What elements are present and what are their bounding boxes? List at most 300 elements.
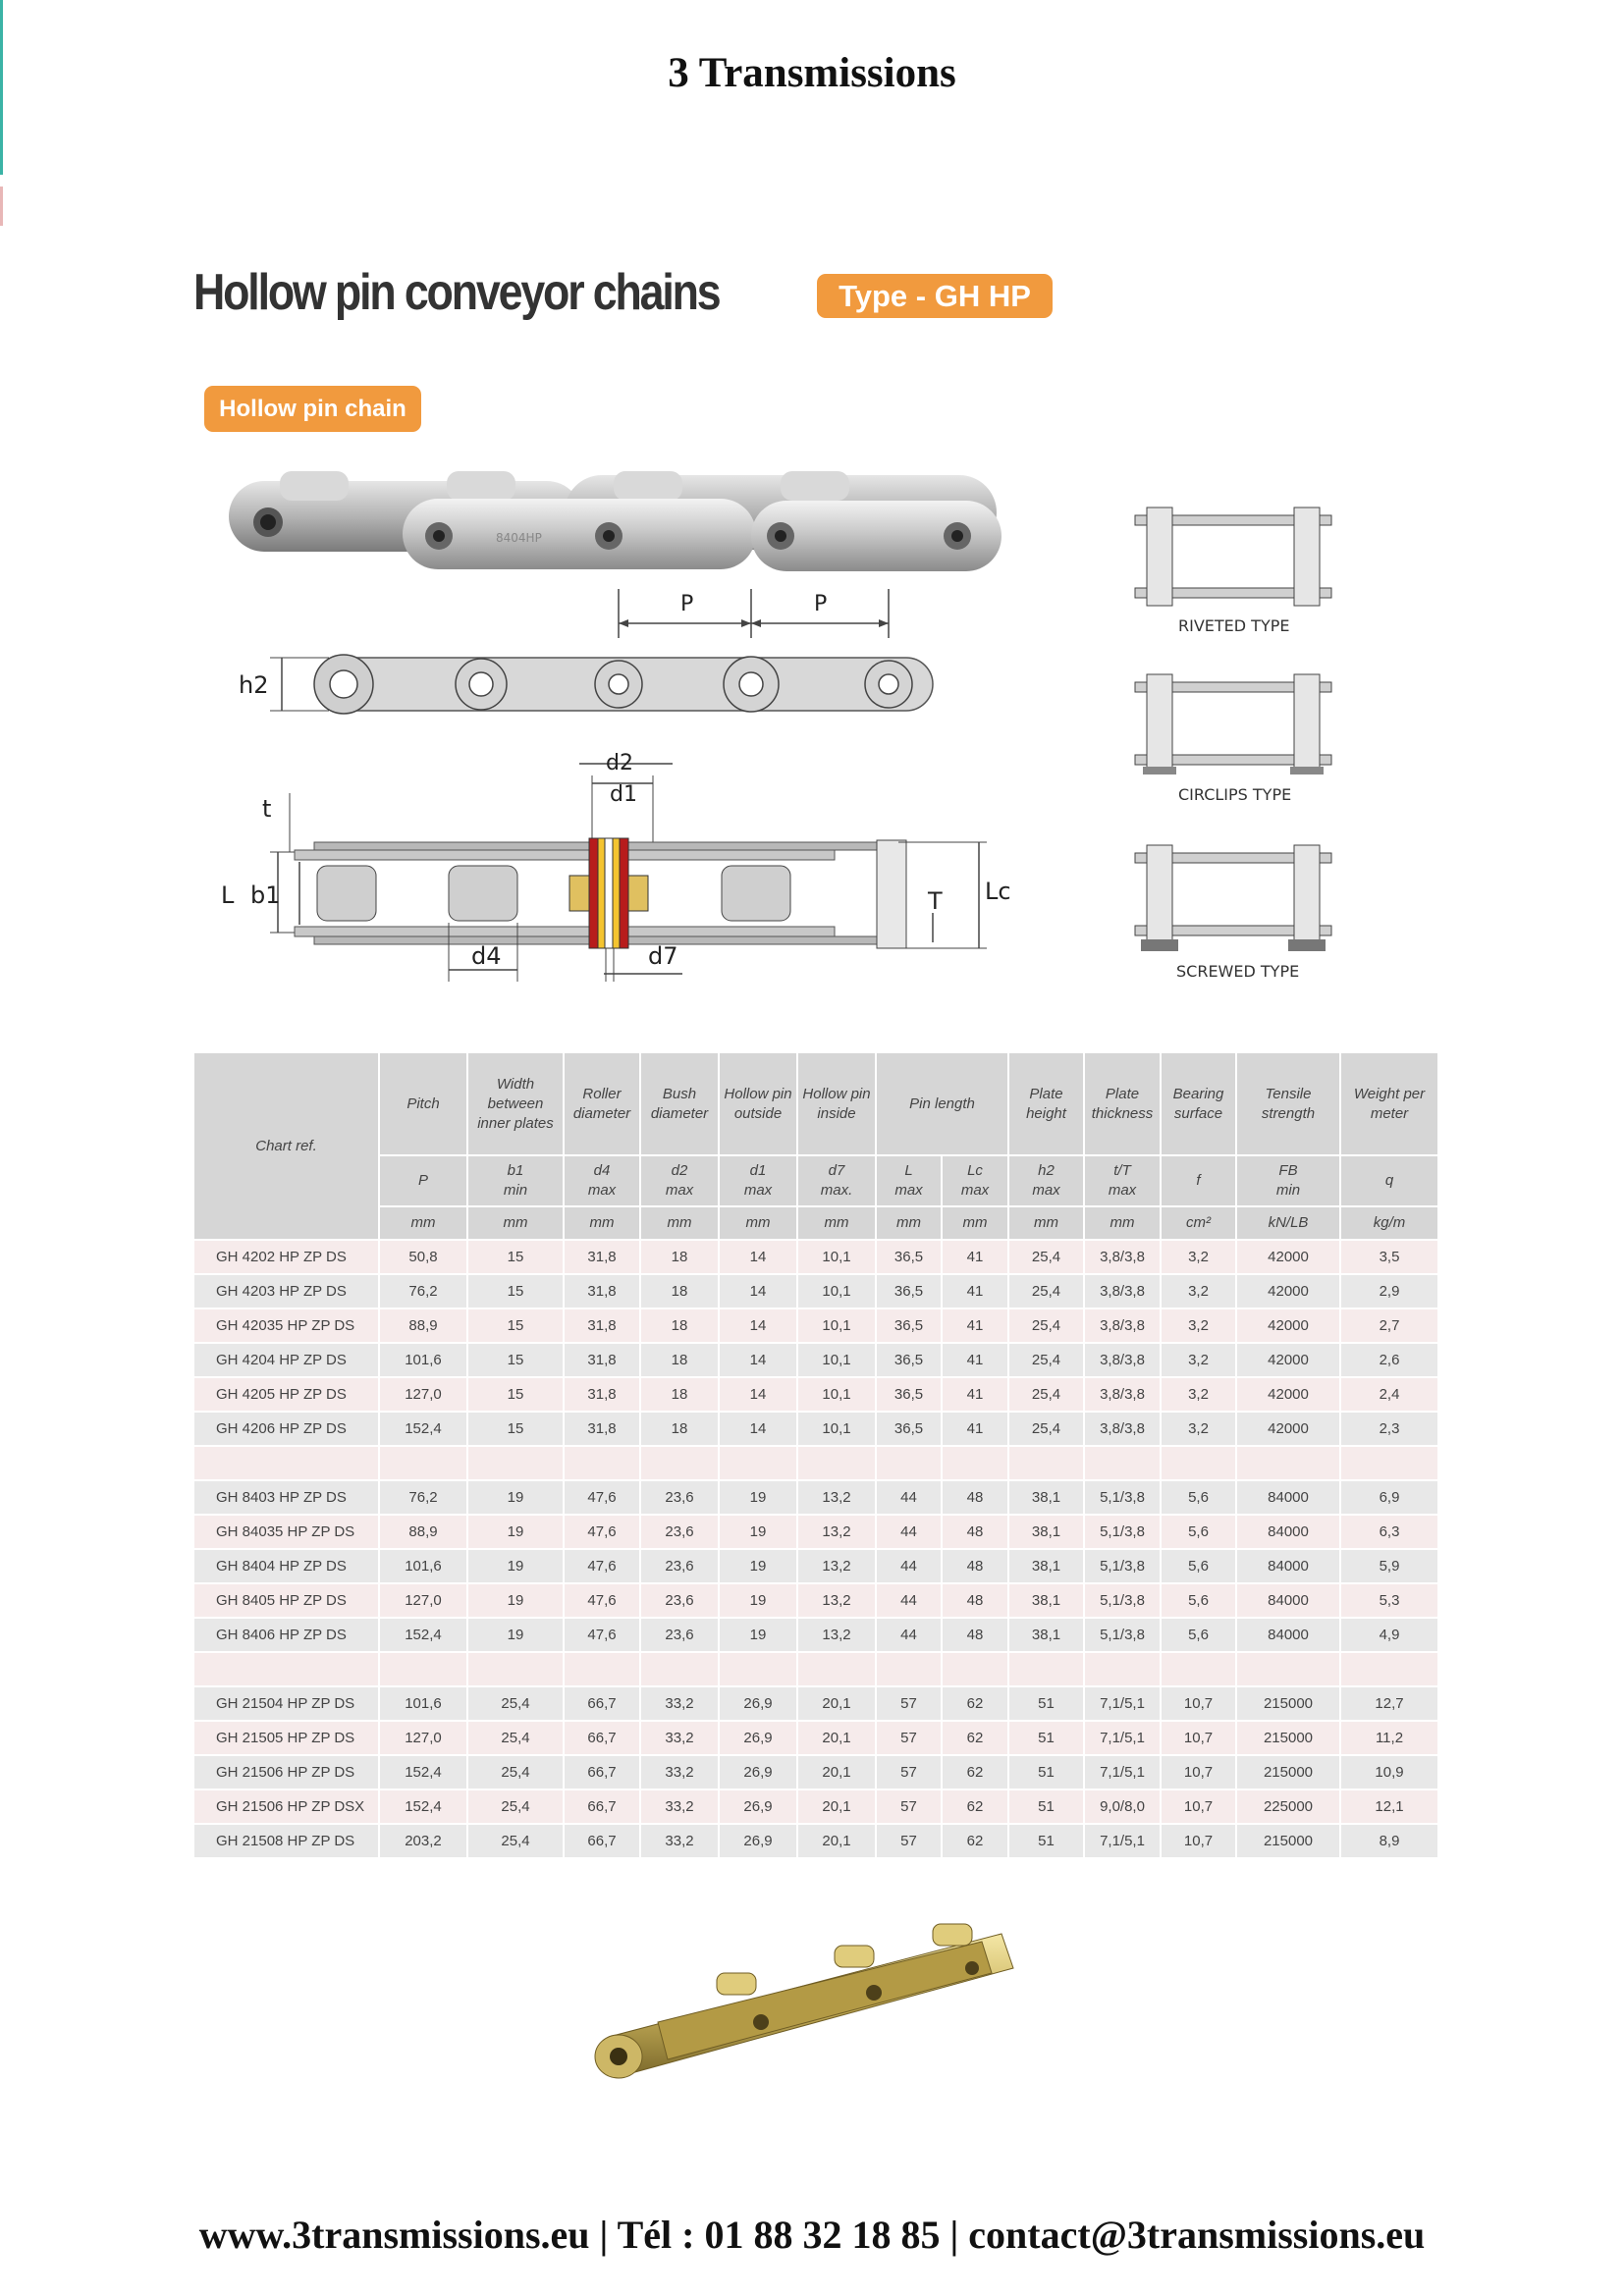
- riveted-type-drawing: [1135, 507, 1331, 635]
- table-cell: 48: [942, 1583, 1008, 1618]
- table-cell: 225000: [1236, 1789, 1340, 1824]
- chain-ref-cell: GH 21505 HP ZP DS: [194, 1721, 379, 1755]
- table-cell: 33,2: [640, 1721, 719, 1755]
- table-cell: 101,6: [379, 1343, 467, 1377]
- col-header-symbol: [942, 1155, 1008, 1206]
- table-cell: 25,4: [1008, 1412, 1084, 1446]
- table-cell: 12,7: [1340, 1686, 1438, 1721]
- table-cell: 47,6: [564, 1515, 640, 1549]
- table-cell: 47,6: [564, 1480, 640, 1515]
- circlips-type-label: CIRCLIPS TYPE: [1178, 785, 1292, 804]
- spec-table-body: [194, 1240, 1438, 1858]
- table-cell: 215000: [1236, 1755, 1340, 1789]
- table-cell: 3,2: [1161, 1377, 1236, 1412]
- table-cell: 6,3: [1340, 1515, 1438, 1549]
- symbol-sub-text: max: [960, 1182, 990, 1199]
- table-cell: 2,6: [1340, 1343, 1438, 1377]
- table-cell: 48: [942, 1515, 1008, 1549]
- col-header-unit: mm: [1008, 1206, 1084, 1240]
- table-cell: [719, 1652, 797, 1686]
- symbol-sub-text: max: [587, 1182, 617, 1199]
- table-cell: [1008, 1652, 1084, 1686]
- table-cell: 57: [876, 1824, 942, 1858]
- table-cell: 51: [1008, 1824, 1084, 1858]
- table-cell: 6,9: [1340, 1480, 1438, 1515]
- table-cell: 215000: [1236, 1824, 1340, 1858]
- table-cell: 19: [719, 1515, 797, 1549]
- table-cell: 51: [1008, 1755, 1084, 1789]
- table-cell: 127,0: [379, 1377, 467, 1412]
- type-badge: Type - GH HP: [817, 274, 1053, 318]
- table-cell: 36,5: [876, 1412, 942, 1446]
- table-cell: [379, 1446, 467, 1480]
- symbol-text: d4: [593, 1162, 611, 1179]
- table-cell: [1340, 1446, 1438, 1480]
- table-cell: 84000: [1236, 1549, 1340, 1583]
- table-cell: 57: [876, 1789, 942, 1824]
- table-row: [194, 1515, 1438, 1549]
- table-cell: 3,8/3,8: [1084, 1274, 1161, 1308]
- symbol-text: q: [1384, 1172, 1394, 1189]
- pitch-label-2: P: [814, 592, 828, 616]
- table-cell: 84000: [1236, 1618, 1340, 1652]
- table-cell: 152,4: [379, 1755, 467, 1789]
- table-cell: 36,5: [876, 1274, 942, 1308]
- table-cell: 31,8: [564, 1377, 640, 1412]
- table-cell: 23,6: [640, 1583, 719, 1618]
- symbol-sub-text: min: [503, 1182, 528, 1199]
- table-cell: 20,1: [797, 1686, 876, 1721]
- table-cell: 62: [942, 1686, 1008, 1721]
- table-cell: 13,2: [797, 1480, 876, 1515]
- chain-photo-angled: [589, 1914, 1031, 2110]
- table-row: [194, 1377, 1438, 1412]
- table-cell: [942, 1652, 1008, 1686]
- table-cell: 10,7: [1161, 1721, 1236, 1755]
- screwed-type-drawing: [1135, 845, 1331, 981]
- col-header-name: Hollow pin inside: [797, 1053, 876, 1155]
- table-cell: 3,2: [1161, 1343, 1236, 1377]
- symbol-text: f: [1196, 1172, 1201, 1189]
- table-cell: 66,7: [564, 1721, 640, 1755]
- table-cell: 31,8: [564, 1240, 640, 1274]
- chain-ref-cell: GH 21504 HP ZP DS: [194, 1686, 379, 1721]
- symbol-text: Lc: [967, 1162, 983, 1179]
- table-cell: [379, 1652, 467, 1686]
- chain-ref-cell: GH 8404 HP ZP DS: [194, 1549, 379, 1583]
- edge-accent-bar-secondary: [0, 187, 3, 226]
- table-cell: 18: [640, 1412, 719, 1446]
- table-cell: [564, 1652, 640, 1686]
- table-cell: 26,9: [719, 1789, 797, 1824]
- table-cell: 15: [467, 1274, 564, 1308]
- variant-drawings: [1119, 496, 1355, 991]
- table-cell: 42000: [1236, 1240, 1340, 1274]
- col-header-name: Tensile strength: [1236, 1053, 1340, 1155]
- screwed-type-label: SCREWED TYPE: [1176, 962, 1300, 981]
- table-cell: [467, 1652, 564, 1686]
- table-cell: 4,9: [1340, 1618, 1438, 1652]
- table-cell: 44: [876, 1515, 942, 1549]
- table-cell: 5,1/3,8: [1084, 1583, 1161, 1618]
- chain-ref-cell: GH 8403 HP ZP DS: [194, 1480, 379, 1515]
- table-cell: 19: [467, 1480, 564, 1515]
- table-cell: 51: [1008, 1789, 1084, 1824]
- table-cell: 25,4: [1008, 1343, 1084, 1377]
- table-row: [194, 1824, 1438, 1858]
- brand-header: 3 Transmissions: [668, 50, 956, 96]
- col-header-chain-ref: Chart ref.: [194, 1053, 379, 1240]
- d4-label: d4: [471, 942, 502, 970]
- table-cell: 25,4: [467, 1824, 564, 1858]
- table-cell: 5,1/3,8: [1084, 1480, 1161, 1515]
- table-cell: 2,9: [1340, 1274, 1438, 1308]
- table-cell: 23,6: [640, 1618, 719, 1652]
- table-cell: 50,8: [379, 1240, 467, 1274]
- col-header-name: Pin length: [876, 1053, 1008, 1155]
- symbol-sub-text: min: [1275, 1182, 1301, 1199]
- chain-ref-cell: GH 4203 HP ZP DS: [194, 1274, 379, 1308]
- table-cell: 14: [719, 1308, 797, 1343]
- col-header-unit: cm²: [1161, 1206, 1236, 1240]
- table-row: [194, 1446, 1438, 1480]
- table-cell: 25,4: [1008, 1274, 1084, 1308]
- col-header-name: Plate height: [1008, 1053, 1084, 1155]
- table-cell: 36,5: [876, 1377, 942, 1412]
- col-header-name: Bearing surface: [1161, 1053, 1236, 1155]
- table-cell: [876, 1446, 942, 1480]
- table-cell: 10,7: [1161, 1755, 1236, 1789]
- col-header-unit: mm: [1084, 1206, 1161, 1240]
- table-row: [194, 1343, 1438, 1377]
- table-cell: 57: [876, 1721, 942, 1755]
- symbol-sub-text: max.: [820, 1182, 853, 1199]
- table-cell: 62: [942, 1721, 1008, 1755]
- table-cell: 62: [942, 1789, 1008, 1824]
- chain-ref-cell: GH 21508 HP ZP DS: [194, 1824, 379, 1858]
- table-cell: [1084, 1446, 1161, 1480]
- symbol-text: P: [417, 1172, 428, 1189]
- table-cell: 19: [467, 1583, 564, 1618]
- L-label: L: [221, 881, 235, 909]
- table-cell: 26,9: [719, 1721, 797, 1755]
- symbol-sub-text: max: [1032, 1182, 1060, 1199]
- table-cell: [467, 1446, 564, 1480]
- table-cell: [564, 1446, 640, 1480]
- table-cell: 5,6: [1161, 1480, 1236, 1515]
- table-cell: 84000: [1236, 1480, 1340, 1515]
- col-header-symbol: [1340, 1155, 1438, 1206]
- col-header-name: Roller diameter: [564, 1053, 640, 1155]
- chain-ref-cell: GH 8406 HP ZP DS: [194, 1618, 379, 1652]
- chain-ref-cell: GH 4202 HP ZP DS: [194, 1240, 379, 1274]
- table-cell: 62: [942, 1824, 1008, 1858]
- table-cell: 31,8: [564, 1343, 640, 1377]
- table-cell: 88,9: [379, 1515, 467, 1549]
- table-cell: 26,9: [719, 1686, 797, 1721]
- table-cell: [1084, 1652, 1161, 1686]
- table-cell: 3,2: [1161, 1274, 1236, 1308]
- table-cell: 3,2: [1161, 1412, 1236, 1446]
- table-cell: 23,6: [640, 1515, 719, 1549]
- chain-photo: [221, 461, 1006, 579]
- table-cell: 19: [467, 1515, 564, 1549]
- table-cell: 5,6: [1161, 1583, 1236, 1618]
- chain-ref-cell: GH 21506 HP ZP DS: [194, 1755, 379, 1789]
- table-cell: 10,7: [1161, 1789, 1236, 1824]
- symbol-row: [194, 1155, 1438, 1206]
- table-cell: 38,1: [1008, 1515, 1084, 1549]
- table-cell: 20,1: [797, 1789, 876, 1824]
- table-cell: 2,4: [1340, 1377, 1438, 1412]
- table-cell: 12,1: [1340, 1789, 1438, 1824]
- table-cell: 14: [719, 1274, 797, 1308]
- table-cell: 19: [467, 1549, 564, 1583]
- table-row: [194, 1583, 1438, 1618]
- symbol-text: b1: [507, 1162, 524, 1179]
- table-cell: 15: [467, 1377, 564, 1412]
- table-cell: 101,6: [379, 1686, 467, 1721]
- col-header-symbol: [876, 1155, 942, 1206]
- table-cell: 84000: [1236, 1583, 1340, 1618]
- table-row: [194, 1240, 1438, 1274]
- table-cell: 38,1: [1008, 1480, 1084, 1515]
- table-cell: 26,9: [719, 1824, 797, 1858]
- table-cell: 215000: [1236, 1686, 1340, 1721]
- riveted-type-label: RIVETED TYPE: [1178, 616, 1290, 635]
- table-cell: 66,7: [564, 1789, 640, 1824]
- table-cell: [942, 1446, 1008, 1480]
- col-header-name: Hollow pin outside: [719, 1053, 797, 1155]
- table-cell: 25,4: [1008, 1240, 1084, 1274]
- col-header-symbol: [1008, 1155, 1084, 1206]
- col-header-unit: mm: [942, 1206, 1008, 1240]
- spec-table: [194, 1053, 1439, 1859]
- col-header-symbol: [1084, 1155, 1161, 1206]
- symbol-text: L: [904, 1162, 913, 1179]
- symbol-sub-text: max: [665, 1182, 694, 1199]
- col-header-unit: mm: [719, 1206, 797, 1240]
- symbol-text: d1: [749, 1162, 767, 1179]
- table-cell: 42000: [1236, 1343, 1340, 1377]
- table-cell: 5,6: [1161, 1549, 1236, 1583]
- table-row: [194, 1412, 1438, 1446]
- table-cell: 57: [876, 1686, 942, 1721]
- table-cell: 13,2: [797, 1515, 876, 1549]
- table-cell: 3,8/3,8: [1084, 1377, 1161, 1412]
- table-cell: 3,2: [1161, 1308, 1236, 1343]
- table-cell: 31,8: [564, 1412, 640, 1446]
- page-title: Hollow pin conveyor chains: [193, 264, 720, 321]
- table-row: [194, 1618, 1438, 1652]
- table-cell: 26,9: [719, 1755, 797, 1789]
- col-header-name: Width between inner plates: [467, 1053, 564, 1155]
- table-cell: 88,9: [379, 1308, 467, 1343]
- table-cell: [640, 1652, 719, 1686]
- chain-ref-cell: GH 4205 HP ZP DS: [194, 1377, 379, 1412]
- table-cell: 19: [719, 1618, 797, 1652]
- table-cell: 215000: [1236, 1721, 1340, 1755]
- circlips-type-drawing: [1135, 674, 1331, 804]
- table-cell: 42000: [1236, 1377, 1340, 1412]
- table-cell: 48: [942, 1549, 1008, 1583]
- plate-marking: 8404HP: [496, 531, 542, 545]
- col-header-symbol: [1161, 1155, 1236, 1206]
- table-cell: 5,1/3,8: [1084, 1618, 1161, 1652]
- col-header-unit: mm: [467, 1206, 564, 1240]
- chain-ref-cell: GH 84035 HP ZP DS: [194, 1515, 379, 1549]
- table-cell: 51: [1008, 1721, 1084, 1755]
- table-cell: 7,1/5,1: [1084, 1721, 1161, 1755]
- chain-ref-cell: GH 8405 HP ZP DS: [194, 1583, 379, 1618]
- table-cell: 38,1: [1008, 1583, 1084, 1618]
- table-cell: 2,7: [1340, 1308, 1438, 1343]
- table-cell: 20,1: [797, 1721, 876, 1755]
- symbol-sub-text: max: [1108, 1182, 1137, 1199]
- table-row: [194, 1274, 1438, 1308]
- b1-label: b1: [250, 881, 281, 909]
- table-cell: [1161, 1652, 1236, 1686]
- chain-ref-cell: GH 21506 HP ZP DSX: [194, 1789, 379, 1824]
- table-cell: 25,4: [467, 1686, 564, 1721]
- table-cell: 152,4: [379, 1618, 467, 1652]
- table-row: [194, 1789, 1438, 1824]
- table-cell: 41: [942, 1377, 1008, 1412]
- table-cell: 41: [942, 1412, 1008, 1446]
- table-cell: 15: [467, 1343, 564, 1377]
- table-cell: 5,6: [1161, 1515, 1236, 1549]
- table-cell: [1236, 1446, 1340, 1480]
- table-cell: 25,4: [467, 1721, 564, 1755]
- table-cell: 19: [467, 1618, 564, 1652]
- table-row: [194, 1549, 1438, 1583]
- col-header-name: Bush diameter: [640, 1053, 719, 1155]
- chain-ref-cell: GH 42035 HP ZP DS: [194, 1308, 379, 1343]
- footer-contact: www.3transmissions.eu | Tél : 01 88 32 18 85 | contact@3transmissions.eu: [198, 2213, 1426, 2257]
- pitch-label-1: P: [680, 592, 694, 616]
- table-cell: 44: [876, 1549, 942, 1583]
- table-cell: 15: [467, 1240, 564, 1274]
- table-cell: 10,1: [797, 1308, 876, 1343]
- table-cell: 44: [876, 1583, 942, 1618]
- col-header-name: Weight per meter: [1340, 1053, 1438, 1155]
- symbol-text: t/T: [1113, 1162, 1131, 1179]
- table-cell: 51: [1008, 1686, 1084, 1721]
- table-cell: 203,2: [379, 1824, 467, 1858]
- table-cell: 15: [467, 1308, 564, 1343]
- table-row: [194, 1652, 1438, 1686]
- table-cell: 3,8/3,8: [1084, 1412, 1161, 1446]
- table-cell: 9,0/8,0: [1084, 1789, 1161, 1824]
- col-header-symbol: [797, 1155, 876, 1206]
- table-cell: [1161, 1446, 1236, 1480]
- col-header-symbol: [564, 1155, 640, 1206]
- table-cell: [797, 1652, 876, 1686]
- table-cell: 42000: [1236, 1308, 1340, 1343]
- col-header-symbol: [379, 1155, 467, 1206]
- table-cell: 41: [942, 1274, 1008, 1308]
- table-cell: 44: [876, 1618, 942, 1652]
- table-cell: 3,8/3,8: [1084, 1240, 1161, 1274]
- table-row: [194, 1755, 1438, 1789]
- table-cell: 3,8/3,8: [1084, 1308, 1161, 1343]
- table-cell: [876, 1652, 942, 1686]
- table-cell: 41: [942, 1343, 1008, 1377]
- table-cell: 18: [640, 1377, 719, 1412]
- table-cell: 38,1: [1008, 1618, 1084, 1652]
- table-cell: 18: [640, 1274, 719, 1308]
- col-header-symbol: [719, 1155, 797, 1206]
- table-cell: 47,6: [564, 1583, 640, 1618]
- table-cell: 57: [876, 1755, 942, 1789]
- table-cell: 3,8/3,8: [1084, 1343, 1161, 1377]
- table-cell: 38,1: [1008, 1549, 1084, 1583]
- table-cell: 20,1: [797, 1755, 876, 1789]
- chain-ref-cell: GH 4204 HP ZP DS: [194, 1343, 379, 1377]
- symbol-sub-text: max: [743, 1182, 773, 1199]
- side-view-drawing: [221, 579, 987, 736]
- table-cell: 23,6: [640, 1480, 719, 1515]
- table-cell: 7,1/5,1: [1084, 1686, 1161, 1721]
- table-cell: 18: [640, 1343, 719, 1377]
- table-cell: 5,1/3,8: [1084, 1549, 1161, 1583]
- table-cell: 42000: [1236, 1274, 1340, 1308]
- table-cell: [797, 1446, 876, 1480]
- table-cell: 10,1: [797, 1377, 876, 1412]
- table-cell: 7,1/5,1: [1084, 1824, 1161, 1858]
- table-cell: 5,3: [1340, 1583, 1438, 1618]
- table-cell: 31,8: [564, 1308, 640, 1343]
- table-cell: 25,4: [1008, 1308, 1084, 1343]
- table-cell: 41: [942, 1308, 1008, 1343]
- table-cell: 18: [640, 1308, 719, 1343]
- table-cell: 3,2: [1161, 1240, 1236, 1274]
- table-cell: 66,7: [564, 1824, 640, 1858]
- table-cell: 7,1/5,1: [1084, 1755, 1161, 1789]
- table-cell: [640, 1446, 719, 1480]
- table-cell: 23,6: [640, 1549, 719, 1583]
- chain-ref-cell: GH 4206 HP ZP DS: [194, 1412, 379, 1446]
- symbol-text: d2: [671, 1162, 688, 1179]
- table-cell: 48: [942, 1480, 1008, 1515]
- table-cell: 101,6: [379, 1549, 467, 1583]
- col-header-unit: mm: [379, 1206, 467, 1240]
- table-cell: 2,3: [1340, 1412, 1438, 1446]
- table-cell: 33,2: [640, 1686, 719, 1721]
- table-cell: 152,4: [379, 1412, 467, 1446]
- table-cell: 5,9: [1340, 1549, 1438, 1583]
- chain-ref-cell: [194, 1652, 379, 1686]
- col-header-unit: mm: [876, 1206, 942, 1240]
- col-header-symbol: [640, 1155, 719, 1206]
- d1-label: d1: [610, 782, 637, 807]
- table-cell: 127,0: [379, 1583, 467, 1618]
- table-cell: 20,1: [797, 1824, 876, 1858]
- section-badge: Hollow pin chain: [204, 386, 421, 432]
- col-header-unit: mm: [640, 1206, 719, 1240]
- table-cell: 10,1: [797, 1240, 876, 1274]
- table-cell: 5,1/3,8: [1084, 1515, 1161, 1549]
- table-cell: 42000: [1236, 1412, 1340, 1446]
- table-cell: 10,1: [797, 1274, 876, 1308]
- table-cell: 25,4: [1008, 1377, 1084, 1412]
- col-header-unit: mm: [564, 1206, 640, 1240]
- table-cell: 19: [719, 1549, 797, 1583]
- table-cell: 41: [942, 1240, 1008, 1274]
- T-label: T: [928, 887, 943, 915]
- table-cell: 8,9: [1340, 1824, 1438, 1858]
- col-header-name: Pitch: [379, 1053, 467, 1155]
